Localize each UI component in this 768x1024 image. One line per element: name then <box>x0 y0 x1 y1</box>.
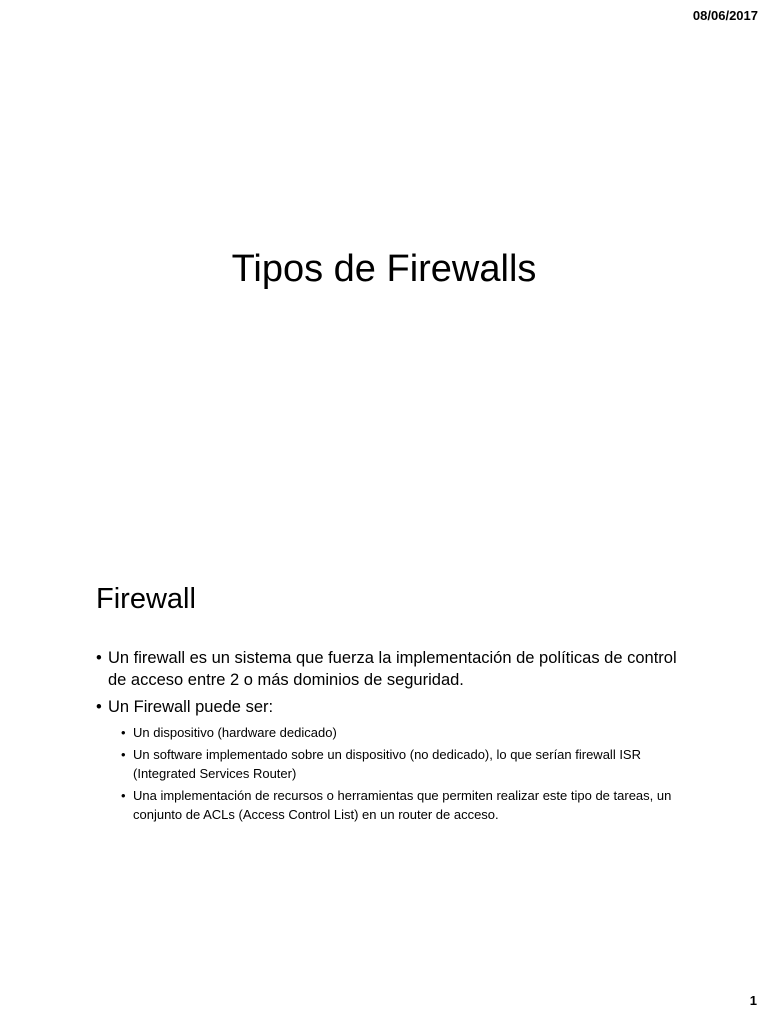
bullet-list <box>96 647 696 827</box>
sub-bullet-item <box>96 745 696 783</box>
page-date: 08/06/2017 <box>692 8 758 23</box>
sub-bullet-text: Un dispositivo (hardware dedicado) <box>133 725 337 740</box>
bullet-text: Un firewall es un sistema que fuerza la implementación de políticas de control de acceso entre 2 o más dominios de seguridad. <box>108 649 677 689</box>
bullet-marker: • <box>121 725 126 740</box>
sub-bullet-text: Una implementación de recursos o herramientas que permiten realizar este tipo de tareas, un conjunto de ACLs (Access Control List) en un router de acceso. <box>133 788 672 822</box>
bullet-marker: • <box>121 747 126 762</box>
slide-title: Tipos de Firewalls <box>231 248 537 290</box>
bullet-marker: • <box>121 788 126 803</box>
bullet-marker: • <box>96 698 102 716</box>
section-heading: Firewall <box>96 583 196 615</box>
bullet-text: Un Firewall puede ser: <box>108 698 274 716</box>
bullet-item <box>96 696 696 718</box>
page-number: 1 <box>749 993 757 1008</box>
sub-bullet-text: Un software implementado sobre un dispositivo (no dedicado), lo que serían firewall ISR (Integrated Services Router) <box>133 747 641 781</box>
bullet-item <box>96 647 696 691</box>
sub-bullet-item <box>96 786 696 824</box>
bullet-marker: • <box>96 649 102 667</box>
sub-bullet-list <box>96 723 696 824</box>
sub-bullet-item <box>96 723 696 742</box>
